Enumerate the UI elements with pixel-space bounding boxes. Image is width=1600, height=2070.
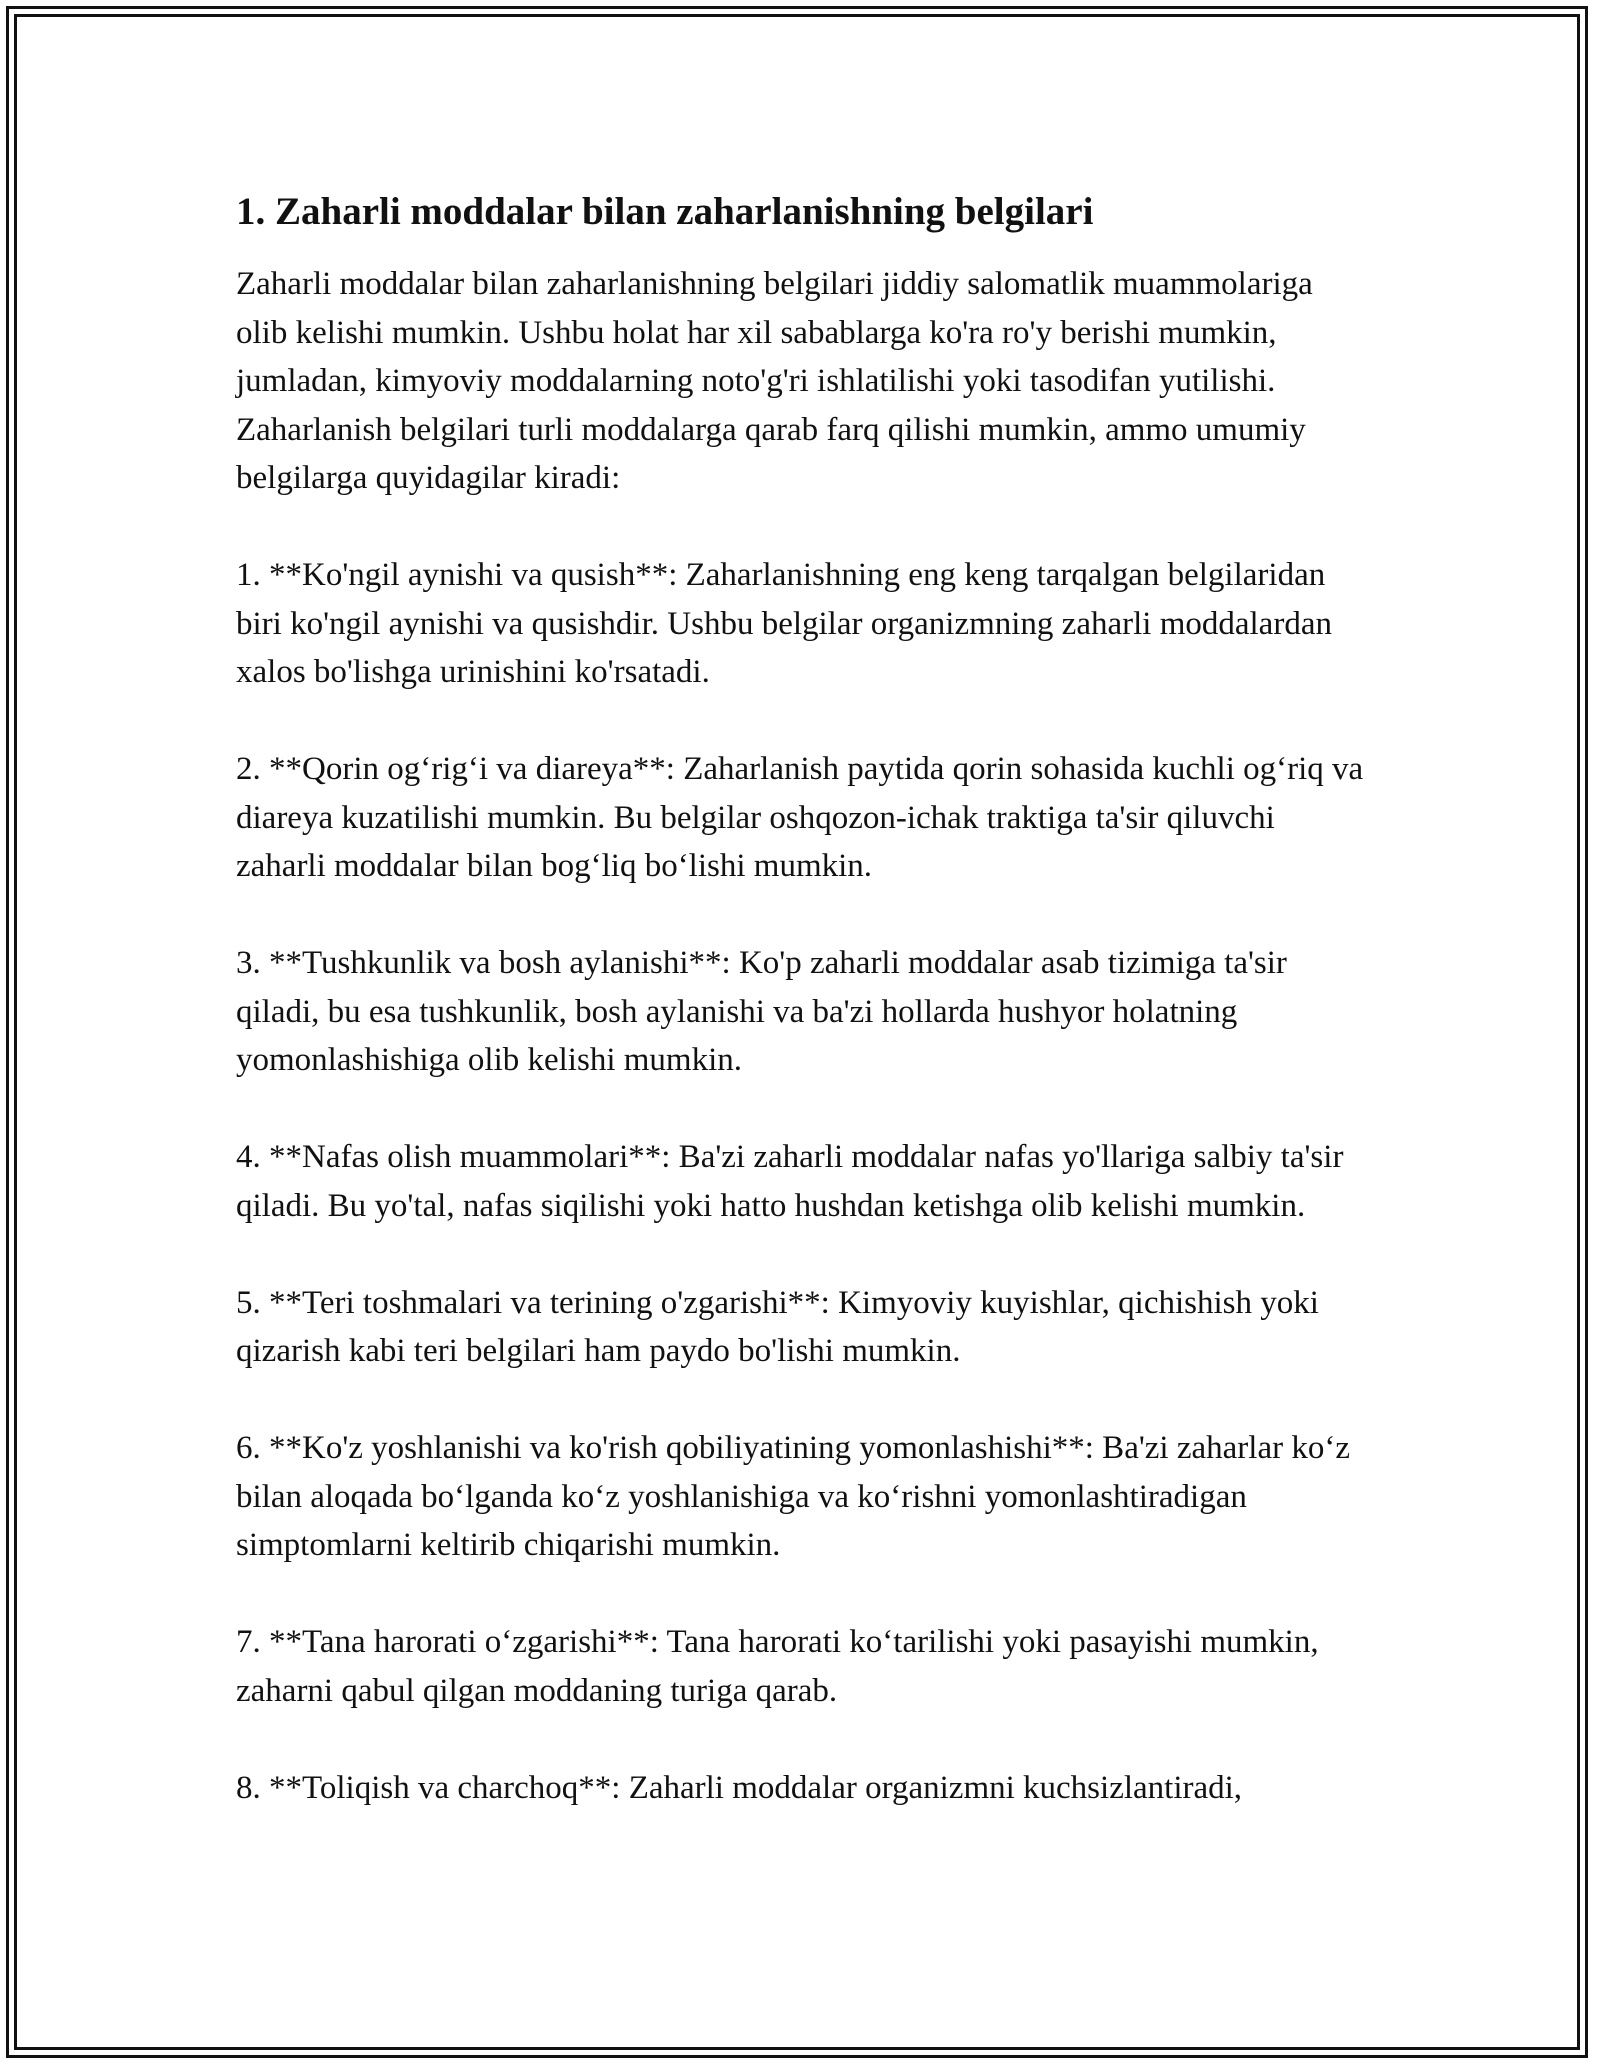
list-item-7: 7. **Tana harorati o‘zgarishi**: Tana harorati ko‘tarilishi yoki pasayishi mumkin, zaharni qabul qilgan moddaning turiga qarab. <box>236 1624 1319 1709</box>
list-item-5: 5. **Teri toshmalari va terining o'zgarishi**: Kimyoviy kuyishlar, qichishish yoki qizarish kabi teri belgilari ham paydo bo'lishi mumkin. <box>236 1284 1319 1369</box>
list-item-3: 3. **Tushkunlik va bosh aylanishi**: Ko'p zaharli moddalar asab tizimiga ta'sir qiladi, bu esa tushkunlik, bosh aylanishi va ba'zi hollarda hushyor holatning yomonlashishiga olib kelishi mumkin. <box>236 945 1287 1078</box>
section-heading: 1. Zaharli moddalar bilan zaharlanishning belgilari <box>236 190 1094 233</box>
list-item-8: 8. **Toliqish va charchoq**: Zaharli moddalar organizmni kuchsizlantiradi, <box>236 1769 1243 1806</box>
list-item-6: 6. **Ko'z yoshlanishi va ko'rish qobiliyatining yomonlashishi**: Ba'zi zaharlar ko‘z bilan aloqada bo‘lganda ko‘z yoshlanishiga va ko‘rishni yomonlashtiradigan simptomlarni keltirib chiqarishi mumkin. <box>236 1430 1350 1563</box>
document-body <box>236 186 1366 1812</box>
intro-paragraph: Zaharli moddalar bilan zaharlanishning belgilari jiddiy salomatlik muammolariga olib kelishi mumkin. Ushbu holat har xil sabablarga ko'ra ro'y berishi mumkin, jumladan, kimyoviy moddalarning noto'g'ri ishlatilishi yoki tasodifan yutilishi. Zaharlanish belgilari turli moddalarga qarab farq qilishi mumkin, ammo umumiy belgilarga quyidagilar kiradi: <box>236 266 1313 496</box>
list-item-4: 4. **Nafas olish muammolari**: Ba'zi zaharli moddalar nafas yo'llariga salbiy ta'sir qiladi. Bu yo'tal, nafas siqilishi yoki hatto hushdan ketishga olib kelishi mumkin. <box>236 1139 1344 1224</box>
list-item-1: 1. **Ko'ngil aynishi va qusish**: Zaharlanishning eng keng tarqalgan belgilaridan biri ko'ngil aynishi va qusishdir. Ushbu belgilar organizmning zaharli moddalardan xalos bo'lishga urinishini ko'rsatadi. <box>236 557 1332 690</box>
list-item-2: 2. **Qorin og‘rig‘i va diareya**: Zaharlanish paytida qorin sohasida kuchli og‘riq va diareya kuzatilishi mumkin. Bu belgilar oshqozon-ichak traktiga ta'sir qiluvchi zaharli moddalar bilan bog‘liq bo‘lishi mumkin. <box>236 751 1364 884</box>
